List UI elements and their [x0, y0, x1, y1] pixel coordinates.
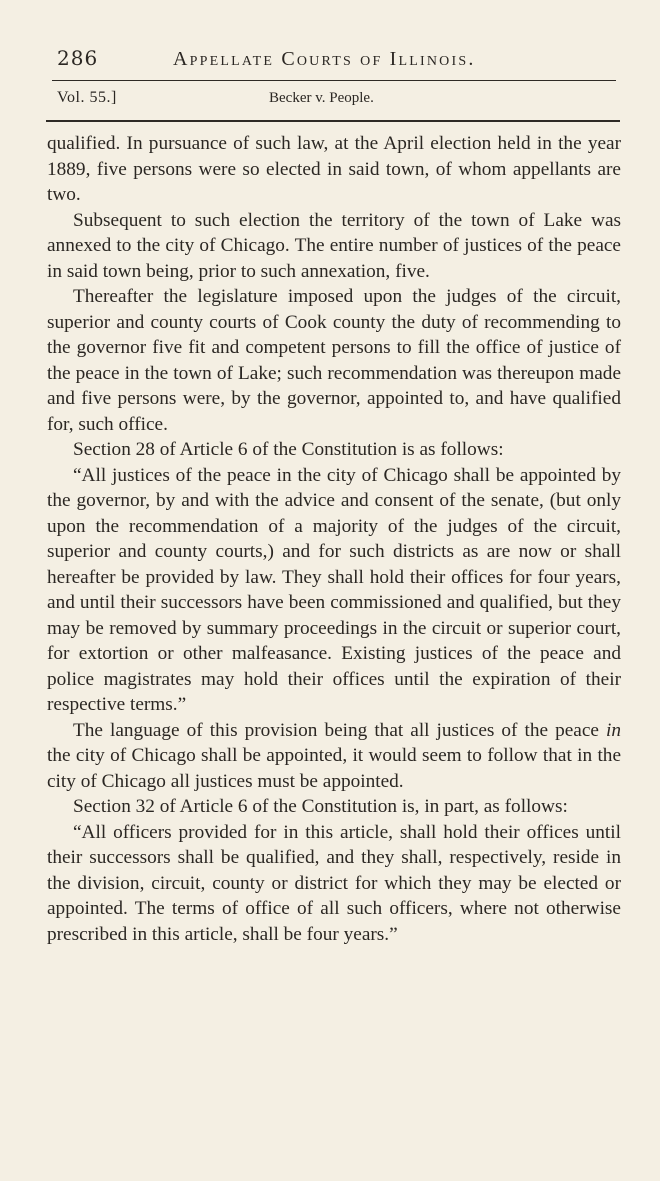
- case-name: Becker v. People.: [269, 90, 374, 106]
- header-rule: [52, 80, 616, 81]
- paragraph: Thereafter the legislature imposed upon the judges of the circuit, superior and county courts of Cook county the duty of recommending to the governor five fit and competent persons to fill the office of justice of the peace in the town of Lake; such recommendation was thereupon made and five persons were, by the governor, appointed to, and have qualified for, such office.: [47, 286, 621, 435]
- quotation-paragraph: “All justices of the peace in the city of Chicago shall be appointed by the governor, by and with the advice and consent of the senate, (but only upon the recommendation of a majority of the judges of the circuit, superior and county courts,) and for such districts as are now or shall hereafter be provided by law. They shall hold their offices for four years, and until their successors have been commissioned and qualified, but they may be removed by summary proceedings in the circuit or superior court, for extortion or other malfeasance. Existing justices of the peace and police magistrates may hold their offices until the expiration of their respective terms.”: [47, 464, 621, 715]
- paragraph: [47, 718, 621, 795]
- quotation-paragraph: “All officers provided for in this article, shall hold their offices until their successors shall be qualified, and they shall, respectively, reside in the division, circuit, county or district for which they may be elected or appointed. The terms of office of all such officers, where not otherwise prescribed in this article, shall be four years.”: [47, 821, 621, 945]
- paragraph: qualified. In pursuance of such law, at the April election held in the year 1889, five persons were so elected in said town, of whom appellants are two.: [47, 133, 621, 205]
- volume-label: Vol. 55.]: [57, 89, 117, 106]
- subheader: [57, 87, 617, 115]
- paragraph: Subsequent to such election the territory of the town of Lake was annexed to the city of Chicago. The entire number of justices of the peace in said town being, prior to such annexation, five.: [47, 209, 621, 282]
- paragraph-text: the city of Chicago shall be appointed, it would seem to follow that in the city of Chicago all justices must be appointed.: [47, 745, 621, 792]
- subheader-rule: [46, 120, 620, 122]
- page-header: [57, 44, 617, 74]
- paragraph: Section 28 of Article 6 of the Constitution is as follows:: [73, 439, 504, 460]
- page-number: 286: [57, 46, 99, 70]
- body-text: [47, 131, 621, 947]
- paragraph-text: The language of this provision being that all justices of the peace: [73, 719, 606, 741]
- italic-word: in: [606, 719, 621, 741]
- running-title: Appellate Courts of Illinois.: [173, 48, 476, 70]
- paragraph: Section 32 of Article 6 of the Constitution is, in part, as follows:: [73, 796, 568, 817]
